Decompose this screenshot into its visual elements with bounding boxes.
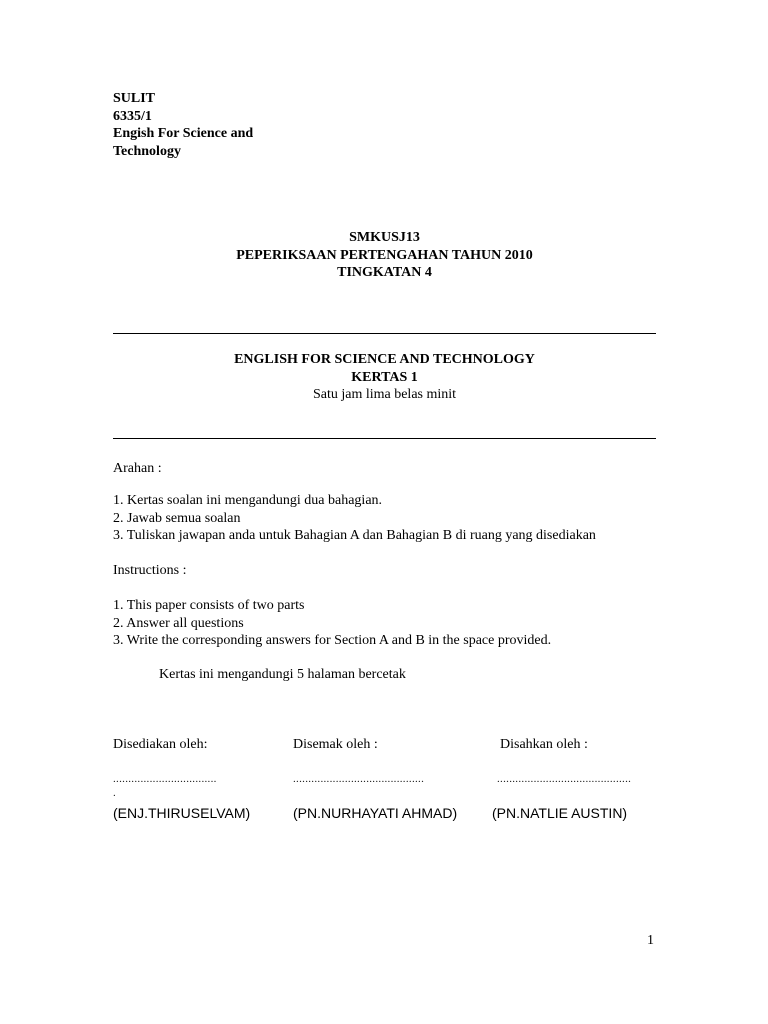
paper-block — [113, 351, 656, 404]
confidential-label: SULIT — [113, 91, 156, 106]
subject-line-2: Technology — [113, 143, 181, 159]
paper-code: 6335/1 — [113, 108, 152, 124]
instructions-item: 2. Answer all questions — [113, 615, 244, 631]
school-block — [113, 229, 656, 282]
arahan-heading: Arahan : — [113, 461, 162, 476]
checked-by-name: (PN.NURHAYATI AHMAD) — [293, 805, 458, 821]
arahan-item: 2. Jawab semua soalan — [113, 510, 241, 526]
subject-line-1: Engish For Science and — [113, 126, 254, 141]
checked-signature-line: ........................................... — [293, 773, 425, 785]
prepared-signature-line-extra: . — [113, 787, 117, 799]
approved-by-name: (PN.NATLIE AUSTIN) — [492, 805, 628, 821]
form-level: TINGKATAN 4 — [337, 265, 432, 280]
arahan-item: 3. Tuliskan jawapan anda untuk Bahagian A dan Bahagian B di ruang yang disediakan — [113, 528, 596, 543]
page-number: 1 — [647, 933, 654, 948]
instructions-item: 1. This paper consists of two parts — [113, 598, 305, 613]
school-name: SMKUSJ13 — [349, 230, 420, 245]
prepared-by-label: Disediakan oleh: — [113, 737, 208, 752]
divider-bottom — [113, 438, 656, 439]
instructions-item: 3. Write the corresponding answers for Section A and B in the space provided. — [113, 633, 552, 648]
instructions-list — [113, 597, 551, 650]
checked-by-label: Disemak oleh : — [293, 737, 378, 752]
prepared-signature-line: .................................. — [113, 773, 217, 785]
approved-signature-line: ............................................ — [497, 773, 632, 785]
page-count-note: Kertas ini mengandungi 5 halaman bercetak — [159, 667, 406, 682]
arahan-item: 1. Kertas soalan ini mengandungi dua bahagian. — [113, 493, 383, 508]
divider-top — [113, 333, 656, 334]
instructions-heading: Instructions : — [113, 563, 187, 578]
approved-by-label: Disahkan oleh : — [500, 737, 588, 752]
exam-title: PEPERIKSAAN PERTENGAHAN TAHUN 2010 — [236, 247, 533, 263]
paper-number: KERTAS 1 — [351, 369, 418, 385]
prepared-by-name: (ENJ.THIRUSELVAM) — [113, 805, 251, 821]
arahan-list — [113, 492, 596, 545]
paper-subject: ENGLISH FOR SCIENCE AND TECHNOLOGY — [234, 352, 535, 367]
document-header — [113, 90, 253, 160]
paper-duration: Satu jam lima belas minit — [312, 387, 457, 402]
